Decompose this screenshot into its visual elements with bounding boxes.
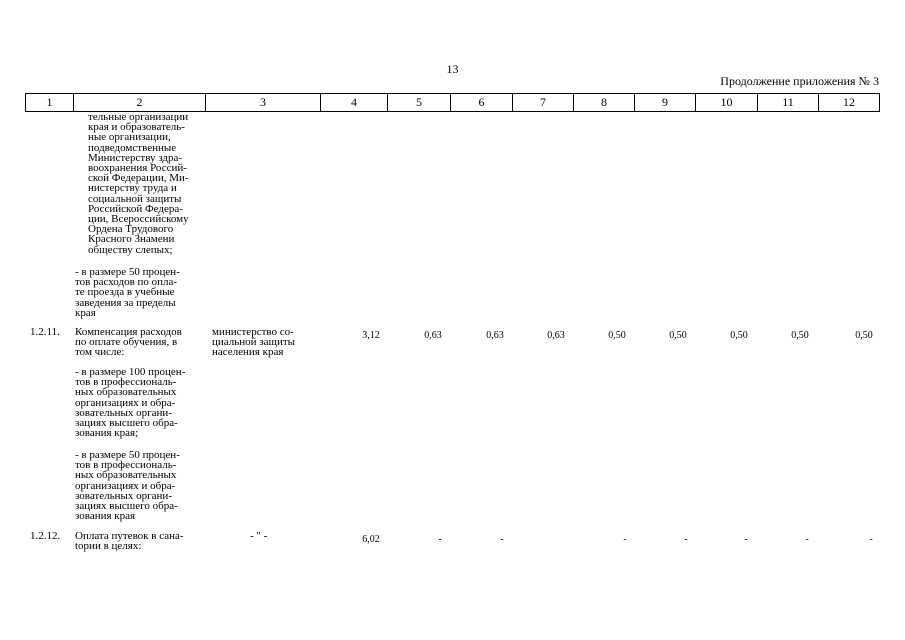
row-number: 1.2.11. [30, 326, 60, 338]
value-cell: - [438, 534, 442, 545]
value-cell: 0,63 [486, 330, 504, 341]
header-col: 9 [635, 94, 696, 111]
header-col: 5 [388, 94, 451, 111]
value-cell: - [623, 534, 627, 545]
row-executor: - " - [250, 530, 268, 542]
page-number: 13 [446, 62, 459, 76]
value-cell: 0,50 [791, 330, 809, 341]
row-text: - в размере 50 процен- тов расходов по опла- те проезда в учебные заведения за пределы края [75, 266, 180, 319]
row-text: тельные организации края и образователь- ные организации, подведомственные Министерству здра- воохранения Россий- ской Федерации, Ми- нистерству труда и социальной защиты Российской Федера- ции, Всероссийскому Ордена Трудового Красного Знамени обществу слепых; [88, 111, 189, 256]
value-cell: - [869, 534, 873, 545]
value-cell: 0,50 [608, 330, 626, 341]
value-cell: 6,02 [362, 534, 380, 545]
value-cell: 0,50 [669, 330, 687, 341]
row-number: 1.2.12. [30, 530, 61, 542]
value-cell: - [500, 534, 504, 545]
row-executor: министерство со- циальной защиты населения края [212, 326, 296, 359]
value-cell: 0,63 [547, 330, 565, 341]
value-cell: - [684, 534, 688, 545]
header-col: 10 [696, 94, 758, 111]
value-cell: - [805, 534, 809, 545]
header-col: 1 [26, 94, 74, 111]
header-col: 4 [321, 94, 388, 111]
header-col: 3 [206, 94, 321, 111]
row-text: - в размере 50 процен- тов в профессиональ- ных образовательных организациях и обра- зовательных органи- зациях высшего обра- зования края [75, 449, 180, 523]
row-text: Компенсация расходов по оплате обучения, в том числе: [75, 326, 182, 359]
value-cell: 0,50 [855, 330, 873, 341]
header-col: 11 [758, 94, 819, 111]
value-cell: - [744, 534, 748, 545]
value-cell: 0,50 [730, 330, 748, 341]
table-header [25, 93, 880, 112]
header-col: 8 [574, 94, 635, 111]
header-col: 12 [843, 95, 855, 109]
value-cell: 3,12 [362, 330, 380, 341]
row-text: Оплата путевок в сана- tории в целях: [75, 530, 184, 553]
value-cell: 0,63 [424, 330, 442, 341]
row-text: - в размере 100 процен- тов в профессиональ- ных образовательных организациях и обра- зовательных органи- зациях высшего обра- зования края; [75, 366, 186, 440]
continuation-label: Продолжение приложения № 3 [720, 74, 879, 88]
header-col: 6 [451, 94, 513, 111]
header-col: 2 [74, 94, 206, 111]
header-col: 7 [513, 94, 574, 111]
